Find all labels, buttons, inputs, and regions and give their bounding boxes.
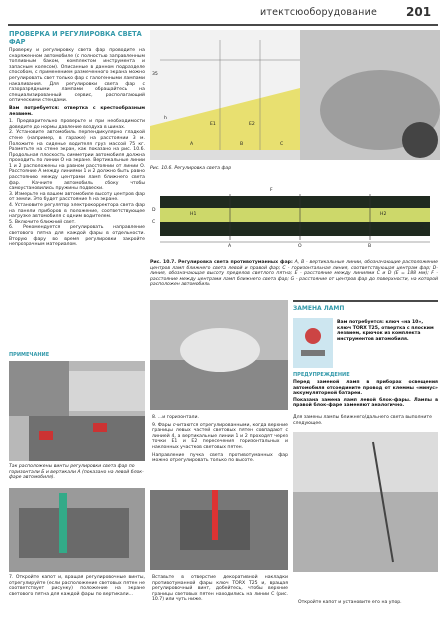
fig1-label-e2: E2 <box>249 122 255 127</box>
step-7: 7. Откройте капот и, вращая регулировочные винты, отрегулируйте (если расположение световых пятен не соответствует рисунку) положение на экране светового пятна для каждой фары по вертикали... <box>9 575 145 597</box>
lamp-replacement-heading: ЗАМЕНА ЛАМП <box>293 305 345 312</box>
fig1-label-e1: E1 <box>210 122 216 127</box>
step-9b: Направление пучка света противотуманных фар можно отрегулировать только по высоте. <box>152 452 288 464</box>
figure2-caption-text: А, В - вертикальные линии, обозначающие расположение центров ламп ближнего света левой и правой фар; С - горизонтальная линия, соответствующая центрам фар; D-линия, обозначающая высоту пределов светлого пятна; Е - расстояние между линиями С и D (Е = 188 мм); F - расстояние между центрами ламп ближнего света фар; G - расстояние от центров фар до поверхности, на которой расположен автомобиль <box>150 260 438 288</box>
intro-paragraph: Проверку и регулировку света фар проводите на снаряженном автомобиле (с полностью заправленным топливным баком, комплектом инструмента и запасным колесом). Описанные в данном подразделе способом, с применением размеченного экрана можно регулировать свет только фар с галогенными лампами накаливания. Для регулировки света фар с газоразрядными лампами обращайтесь на специализированный сервис, располагающий оптическими стендами. <box>9 48 145 104</box>
fig1-label-h: h <box>164 116 167 121</box>
step-9: 9. Фары считаются отрегулированными, когда верхние границы левых частей световых пятен совпадают с линией 4, а вертикальные линии 1 и 2 проходят через точки E1 и E2 пересечения горизонтальных и наклонных участков световых пятен. <box>152 422 288 450</box>
fog-adjust-photo <box>150 490 288 570</box>
fig1-label-b: B <box>240 142 244 147</box>
fog-light-figure <box>150 186 440 256</box>
step-1: 1. Предварительно проверьте и при необходимости доведите до нормы давление воздуха в шинах. <box>9 119 145 130</box>
photo1-caption: Так расположены винты регулировки света фар по горизонтали Б и вертикали А (показано на левой блок-фаре автомобиля). <box>9 464 144 481</box>
warning-text <box>293 380 438 409</box>
header-rule <box>8 24 438 26</box>
fig2-label-a: A <box>228 244 232 249</box>
figure1-caption: Рис. 10.6. Регулировка света фар <box>150 166 232 171</box>
warning-paragraph: Перед заменой ламп в приборах освещения автомобиля отсоедините провод от клеммы «минус» аккумуляторной батареи. <box>293 380 438 397</box>
running-header: итектсюоборудование <box>260 7 378 18</box>
figure2-caption <box>150 260 438 288</box>
marker-a <box>39 431 53 440</box>
right-col-rule <box>293 300 438 302</box>
fig2-label-b: B <box>368 244 372 249</box>
hood-photo-caption: Откройте капот и установите его на упор. <box>298 600 402 605</box>
fog-light-photo <box>150 300 288 410</box>
fig2-label-o: O <box>298 244 302 249</box>
fig2-label-c: C <box>152 220 156 225</box>
step-5: 5. Включите ближний свет. <box>9 219 76 225</box>
fog-adjust-text: Вставьте в отверстие декоративной накладки противотуманной фары ключ TORX T25 и, вращая регулировочный винт, добейтесь, чтобы верхние границы световых пятен находились на линии С (рис. 10.7) или чуть ниже. <box>152 575 288 603</box>
fig2-label-h2: H2 <box>380 212 387 217</box>
fig1-label-35: 35 <box>152 72 158 77</box>
tool-note: Вам потребуется: отвертка с крестообразным лезвием. <box>9 105 145 117</box>
fig2-label-f: F <box>270 188 273 193</box>
fig1-label-a: A <box>190 142 194 147</box>
figure2-caption-title: Рис. 10.7. Регулировка света противотуманных фар: <box>150 260 293 265</box>
hood-open-photo <box>293 432 438 572</box>
engine-bay-illustration <box>9 361 145 461</box>
fig2-label-d: D <box>152 208 156 213</box>
lamp-instruction: Для замены лампы ближнего/дальнего света выполните следующее. <box>293 415 432 426</box>
marker-b <box>93 423 107 432</box>
page-number: 201 <box>406 5 432 19</box>
fog-screen-diagram <box>150 186 440 256</box>
warning-heading: ПРЕДУПРЕЖДЕНИЕ <box>293 372 350 378</box>
tools-icon <box>293 318 333 368</box>
fig2-label-g: G <box>420 226 424 231</box>
step-4: 4. Установите регулятор электрокорректора света фар на панели приборов в положение, соответствующее нагрузке автомобиля с одним водителем. <box>9 203 145 220</box>
headlight-screws-photo <box>9 361 145 461</box>
step-6: 6. Рекомендуется регулировать направление светового пятна для каждой фары в отдельности. Вторую фару во время регулировки закройте непрозрачным материалом. <box>9 225 145 248</box>
headlight-beam-figure <box>150 30 440 160</box>
lamp-tools-note: Вам потребуется: ключ «на 10», ключ TORX T25, отвертка с плоским лезвием, крючок из комплекта инструментов автомобиля. <box>337 320 434 342</box>
section-title: ПРОВЕРКА И РЕГУЛИРОВКА СВЕТА ФАР <box>9 30 142 46</box>
intro-text <box>9 48 145 248</box>
step-8: 8. ...и горизонтали. <box>152 415 199 420</box>
beam-screen-diagram <box>150 30 440 160</box>
note-heading: ПРИМЕЧАНИЕ <box>9 352 50 358</box>
fig1-label-c: C <box>280 142 284 147</box>
fig2-label-h1: H1 <box>190 212 197 217</box>
headlight-adjust-photo <box>9 488 145 572</box>
middle-col-text <box>152 415 288 464</box>
warning-paragraph-2: Показана замена ламп левой блок-фары. Лампы в правой блок-фаре заменяют аналогично. <box>293 397 438 409</box>
step-3: 3. Измерьте на вашем автомобиле высоту центров фар от земли. Это будет расстояние h на экране. <box>9 191 145 203</box>
step-2: 2. Установите автомобиль перпендикулярно гладкой стене (например, в гараже) на расстоянии 3 м. Положите на сиденье водителя груз массой 75 кг. Разметьте на стене экран, как показано на рис. 10.6. Продольная плоскость симметрии автомобиля должна проходить по линии О на экране. Вертикальные линии 1 и 2 расположены на равном расстоянии от линии O. Расстояние А между линиями 1 и 2 должно быть равно расстоянию между центрами ламп ближнего света фар. Качните автомобиль сбоку чтобы самоустановились пружины подвески. <box>9 130 145 192</box>
